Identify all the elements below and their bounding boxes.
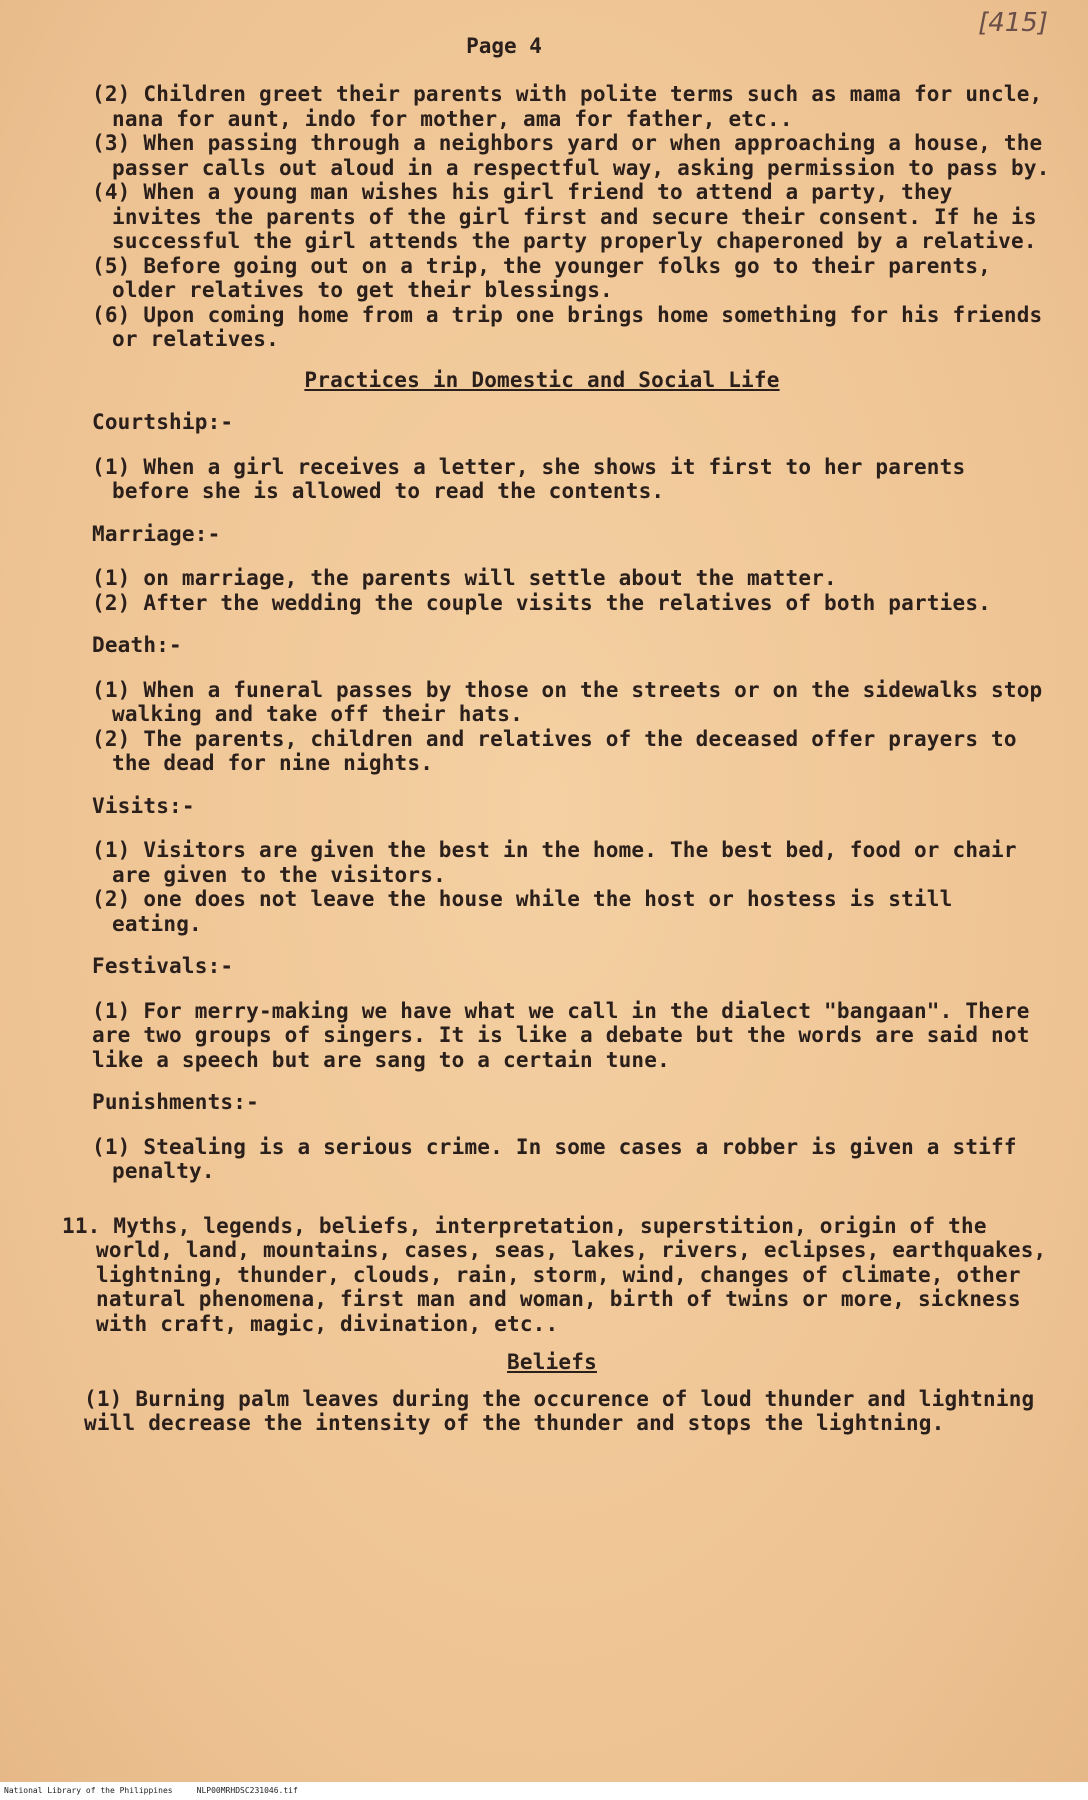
list-item: (1) Stealing is a serious crime. In some cases a robber is given a stiff penalty. <box>92 1134 1017 1183</box>
section-title: Practices in Domestic and Social Life <box>304 367 780 392</box>
list-item: (1) on marriage, the parents will settle about the matter. <box>92 566 837 590</box>
list-item: (6) Upon coming home from a trip one brings home something for his friends or relatives. <box>92 302 1043 351</box>
list-item: (1) For merry-making we have what we call in the dialect "bangaan". There are two groups of singers. It is like a debate but the words are said not like a speech but are sang to a certain tune. <box>92 998 1030 1072</box>
punishments-section <box>92 1090 1052 1184</box>
archive-page-mark: [415] <box>978 8 1048 38</box>
numbered-item-11: 11. Myths, legends, beliefs, interpretation, superstition, origin of the world, land, mountains, cases, seas, lakes, rivers, eclipses, earthquakes, lightning, thunder, clouds, rain, storm, wind, changes of climate, other natural phenomena, first man and woman, birth of twins or more, sickness with craft, magic, divination, etc.. <box>62 1213 1047 1336</box>
section-heading: Visits:- <box>92 793 195 818</box>
list-item: (2) After the wedding the couple visits the relatives of both parties. <box>92 590 992 615</box>
section-heading: Festivals:- <box>92 954 234 978</box>
list-item: (1) When a funeral passes by those on the streets or on the sidewalks stop walking and take off their hats. <box>92 677 1043 726</box>
section-heading: Marriage:- <box>92 521 221 546</box>
intro-list <box>92 82 1052 352</box>
marriage-section <box>92 522 1052 616</box>
archive-footer: National Library of the Philippines NLP00MRHDSC231046.tif <box>0 1782 1088 1800</box>
list-item: (2) The parents, children and relatives of the deceased offer prayers to the dead for nine nights. <box>92 726 1017 775</box>
list-item: (2) one does not leave the house while the host or hostess is still eating. <box>92 887 953 936</box>
list-item: (1) Burning palm leaves during the occurence of loud thunder and lightning will decrease the intensity of the thunder and stops the lightning. <box>84 1386 1035 1435</box>
list-item: (1) When a girl receives a letter, she shows it first to her parents before she is allowed to read the contents. <box>92 454 966 503</box>
section-heading: Death:- <box>92 633 182 657</box>
list-item: (4) When a young man wishes his girl friend to attend a party, they invites the parents of the girl first and secure their consent. If he is successful the girl attends the party properly chaperoned by a relative. <box>92 180 1037 253</box>
section-heading: Punishments:- <box>92 1090 259 1114</box>
festivals-section <box>92 954 1052 1072</box>
courtship-section <box>92 410 1052 504</box>
list-item: (5) Before going out on a trip, the younger folks go to their parents, older relatives to get their blessings. <box>92 253 992 302</box>
list-item: (1) Visitors are given the best in the home. The best bed, food or chair are given to the visitors. <box>92 838 1017 887</box>
page-title: Page 4 <box>466 34 542 58</box>
list-item: (2) Children greet their parents with polite terms such as mama for uncle, nana for aunt, indo for mother, ama for father, etc.. <box>92 82 1043 131</box>
visits-section <box>92 794 1052 937</box>
document-body <box>62 82 1052 1436</box>
death-section <box>92 633 1052 776</box>
list-item: (3) When passing through a neighbors yard or when approaching a house, the passer calls out aloud in a respectful way, asking permission to pass by. <box>92 131 1050 180</box>
beliefs-heading: Beliefs <box>507 1350 597 1374</box>
section-heading: Courtship:- <box>92 410 234 434</box>
